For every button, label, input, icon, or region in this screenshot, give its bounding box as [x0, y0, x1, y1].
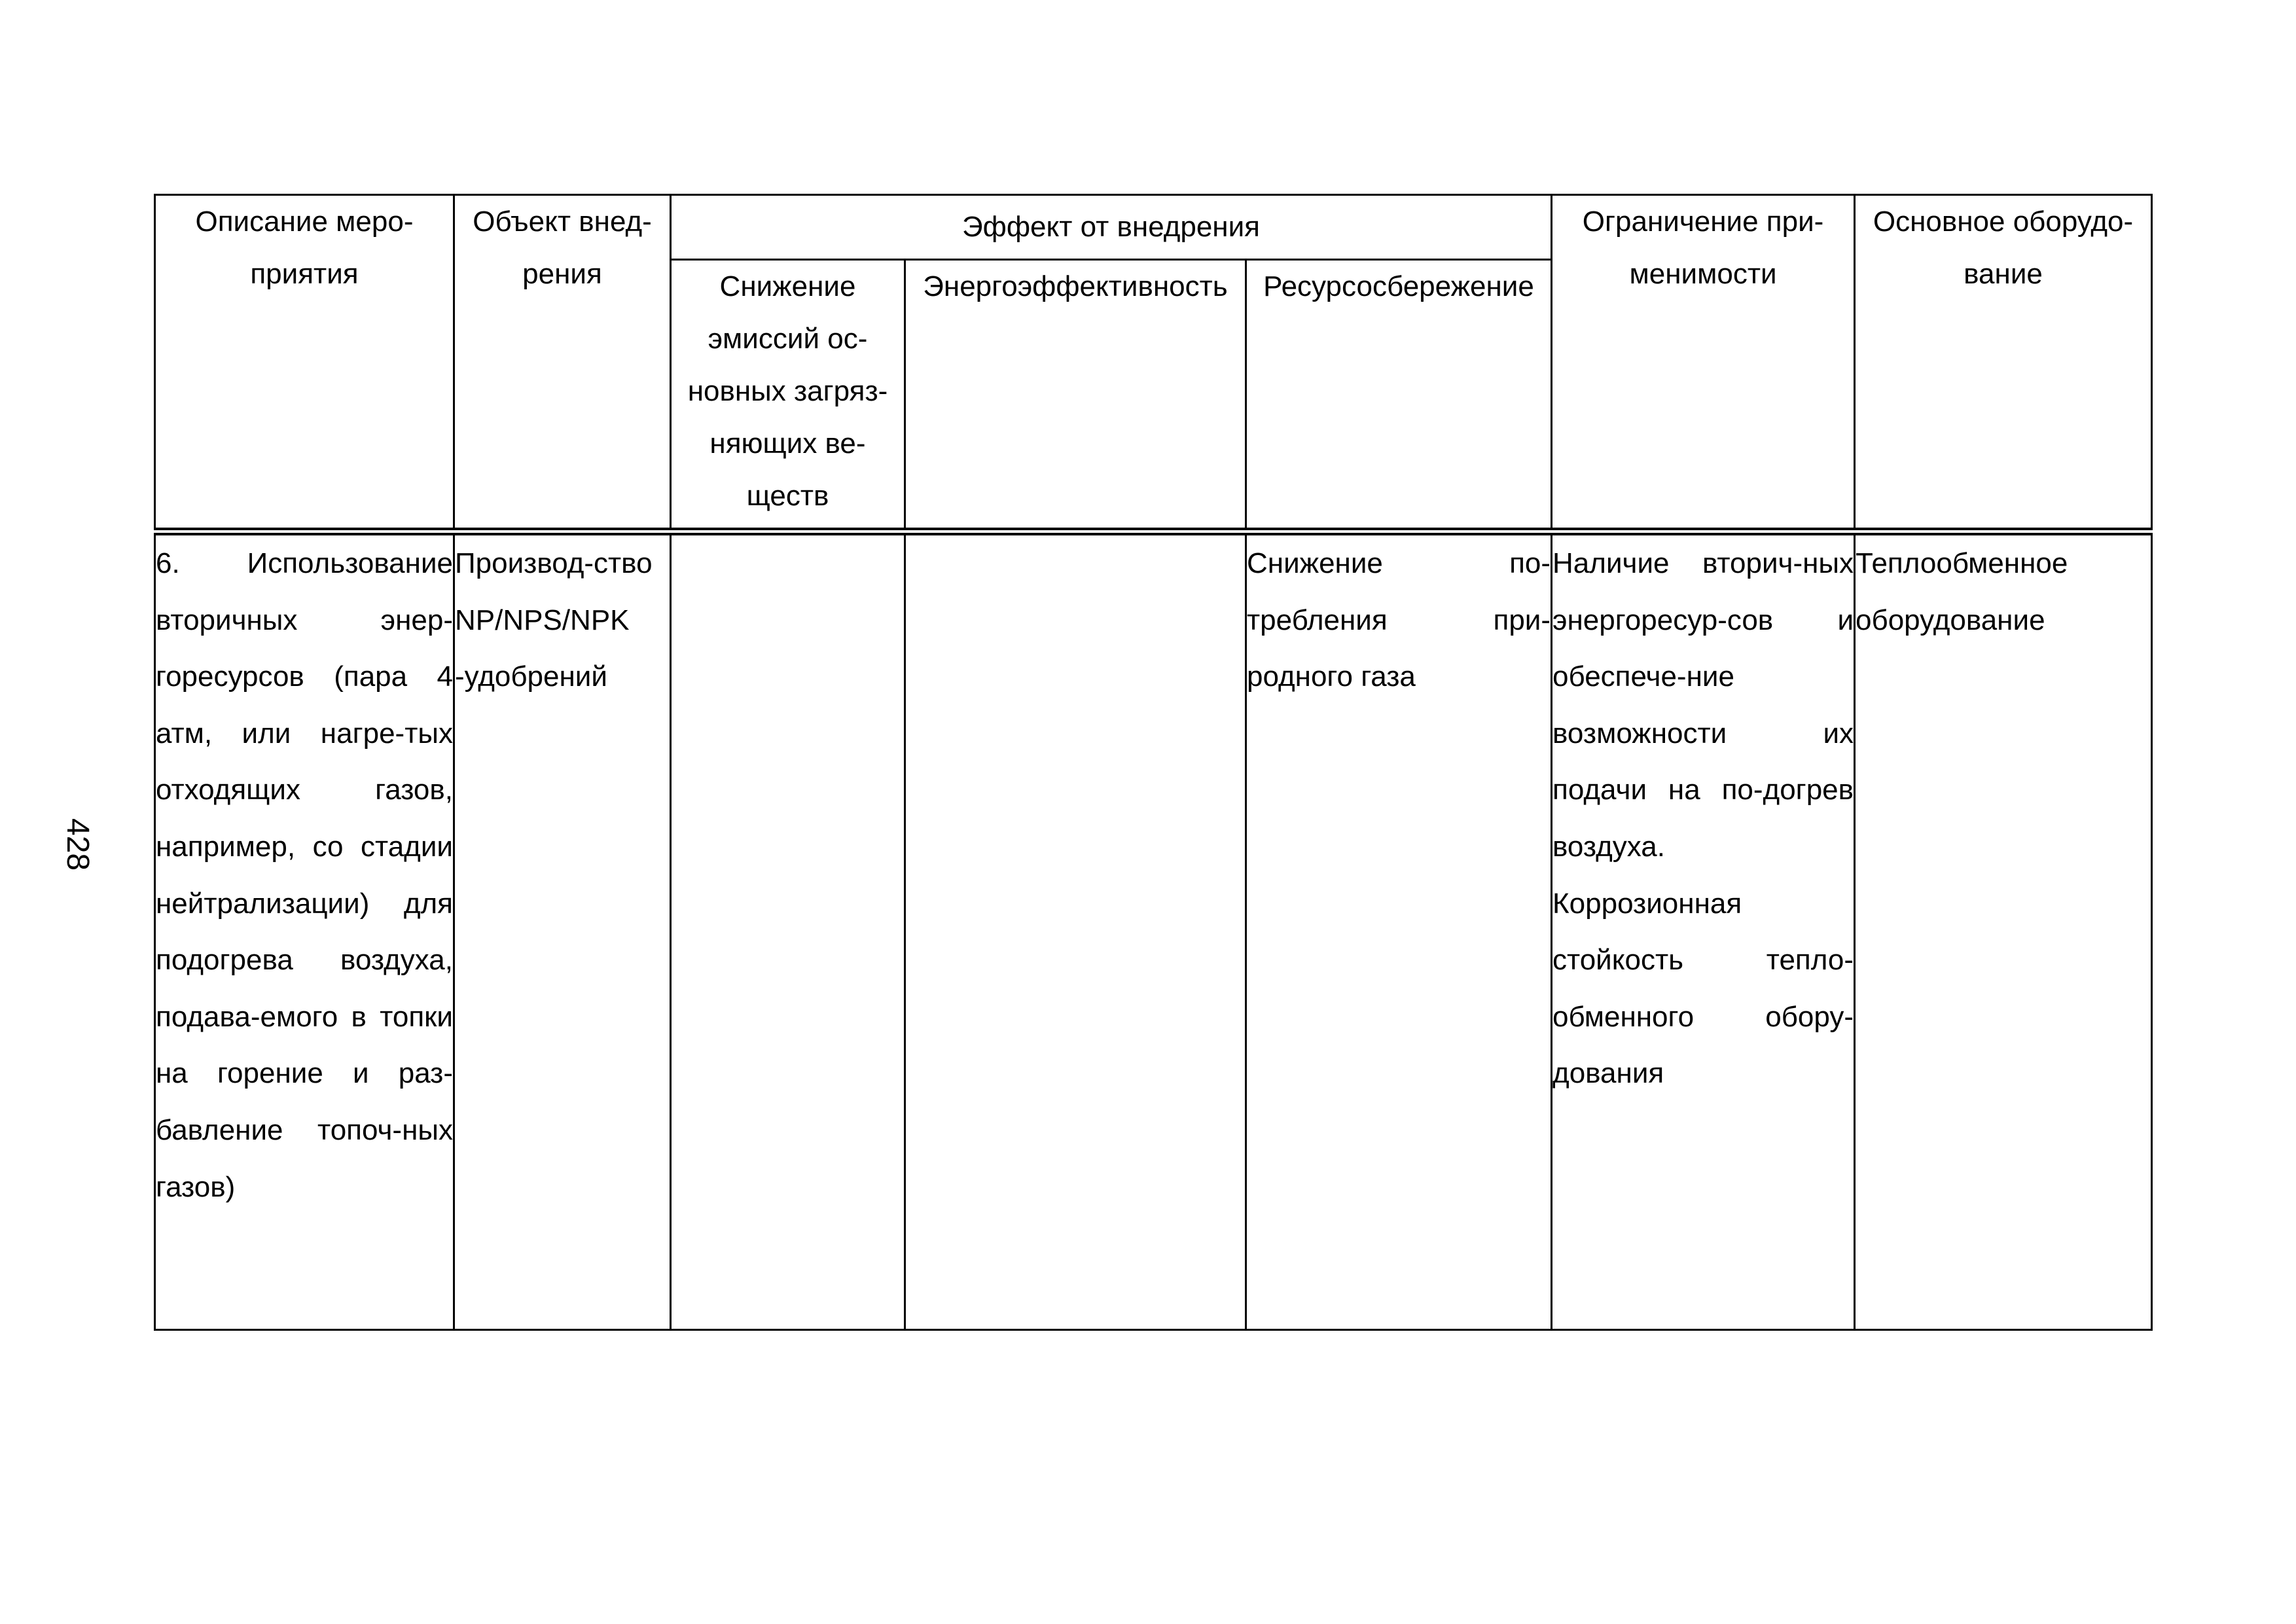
header-limitation: Ограничение при- менимости [1552, 195, 1855, 532]
header-object: Объект внед- рения [454, 195, 671, 532]
cell-equipment: Теплообменное оборудование [1855, 532, 2152, 1330]
measures-table [154, 194, 2153, 1331]
cell-limitation: Наличие вторич-ных энергоресур-сов и обеспече-ние возможности их подачи на по-догрев воздуха. Коррозионная стойкость тепло-обменного обору-дования [1552, 532, 1855, 1330]
table-row [155, 532, 2152, 1330]
header-effect-group: Эффект от внедрения [671, 195, 1552, 260]
cell-resource: Снижение по-требления при-родного газа [1246, 532, 1552, 1330]
header-equipment: Основное оборудо- вание [1855, 195, 2152, 532]
cell-object: Производ-ство NP/NPS/NPK -удобрений [454, 532, 671, 1330]
header-description: Описание меро- приятия [155, 195, 454, 532]
header-emission: Снижение эмиссий ос- новных загряз- няющих ве- ществ [671, 260, 905, 532]
header-resource: Ресурсосбережение [1246, 260, 1552, 532]
header-energy: Энергоэффективность [905, 260, 1246, 532]
cell-description: 6. Использование вторичных энер-горесурсов (пара 4 атм, или нагре-тых отходящих газов, например, со стадии нейтрализации) для подогрева воздуха, подава-емого в топки на горение и раз-бавление топоч-ных газов) [155, 532, 454, 1330]
cell-energy [905, 532, 1246, 1330]
page-number: 428 [60, 818, 95, 871]
cell-emission [671, 532, 905, 1330]
